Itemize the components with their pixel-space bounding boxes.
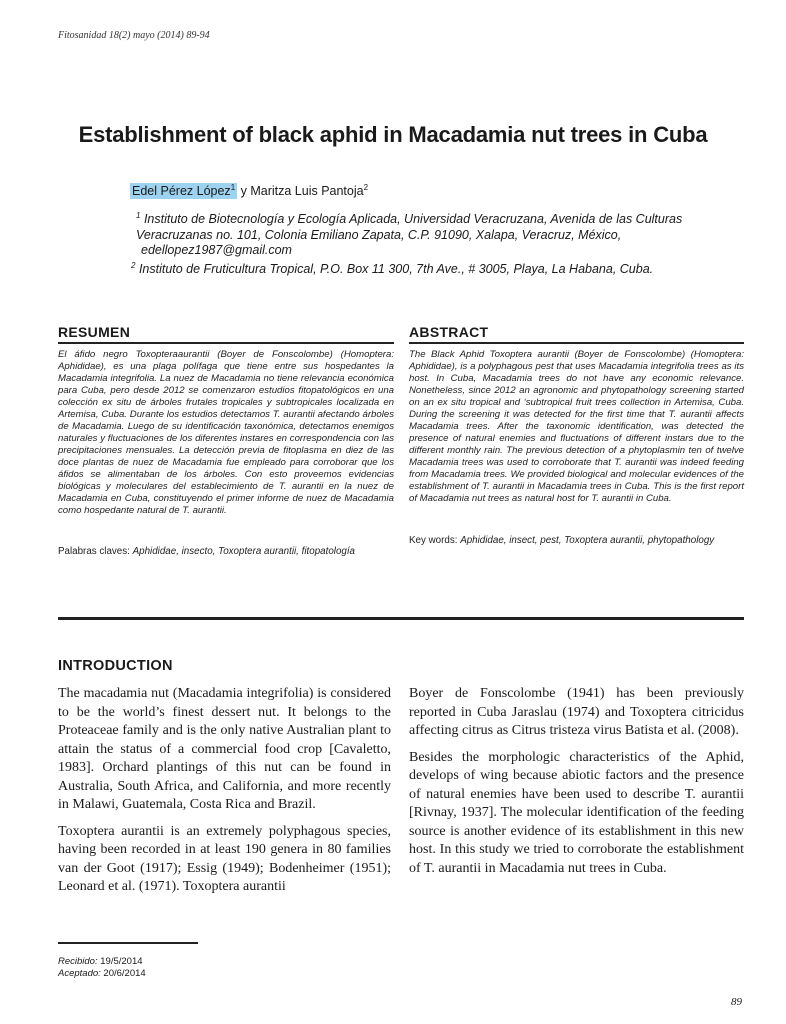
first-author-sup: 1 (230, 183, 236, 192)
second-author: y Maritza Luis Pantoja (237, 184, 364, 199)
author-line (130, 183, 368, 198)
affiliation-2-sup: 2 (131, 261, 136, 270)
affiliation-2-text: Instituto de Fruticultura Tropical, P.O. Box 11 300, 7th Ave., # 3005, Playa, La Habana, Cuba. (138, 262, 654, 277)
resumen-keywords-values: Aphididae, insecto, Toxoptera aurantii, fitopatología (132, 546, 356, 557)
affiliation-email[interactable]: edellopez1987@gmail.com (141, 243, 292, 258)
received-label: Recibido: (58, 956, 101, 967)
abstract-keywords-values: Aphididae, insect, pest, Toxoptera aurantii, phytopathology (460, 535, 715, 546)
introduction-heading: INTRODUCTION (58, 658, 173, 674)
affiliation-1-text: Instituto de Biotecnología y Ecología Aplicada, Universidad Veracruzana, Avenida de las Culturas (143, 212, 683, 227)
received-date (58, 956, 146, 968)
abstract-text: The Black Aphid Toxoptera aurantii (Boyer de Fonscolombe) (Homoptera: Aphididae), is a polyphagous pest that uses Macadamia integrifolia trees as its host. In Cuba, Macadamia trees do not have any economic relevance. Nonetheless, since 2012 an agronomic and phytopathology screening started on an ex situ tropical and ‘subtropical fruit trees collection in Artemisa, Cuba. During the screening it was detected for the first time that T. aurantii affects Macadamia trees. After the taxonomic identification, was detected the presence of natural enemies and fluctuations of different instars due to the different monthly rain. The previous detection of a phytoplasmin ten of twelve Macadamia trees was used to corroborate that T. aurantii was indeed feeding from Macadamia trees. We provided biological and molecular evidences of the establishment of T. aurantii in Macadamia trees in Cuba. This is the first report of Macadamia nut trees as natural host for T. aurantii in Cuba. (409, 349, 744, 504)
dates-footnote (58, 956, 146, 979)
accepted-date (58, 968, 146, 980)
affiliation-1-line1 (131, 208, 741, 228)
page-number: 89 (731, 996, 742, 1008)
second-author-sup: 2 (363, 183, 369, 192)
section-divider (58, 617, 744, 620)
affiliation-1 (131, 208, 741, 259)
accepted-value: 20/6/2014 (103, 967, 146, 979)
first-author: Edel Pérez López (132, 184, 231, 199)
resumen-text: El áfido negro Toxopteraaurantii (Boyer de Fonscolombe) (Homoptera: Aphididae), es una plaga polífaga que tiene entre sus hospedantes la Macadamia integrifolia. La nuez de Macadamia no tiene relevancia económica para Cuba, pero desde 2012 se comenzaron estudios fitopatológicos en una colección ex situ de árboles frutales tropicales y subtropicales localizada en Artemisa, Cuba. Durante los estudios detectamos T. aurantii afectando árboles de Macadamia. Luego de su identificación taxonómica, detectamos enemigos naturales y fluctuaciones de los diferentes instares en correspondencia con las precipitaciones mensuales. La detección previa de fitoplasma en diez de las doce plantas de nuez de Macadamia fue empleado para corroborar que los áfidos se alimentaban de los árboles. Con esto proveemos evidencias biológicas y moleculares del establecimiento de T. aurantii en la nuez de Macadamia en Cuba, constituyendo el primer informe de nuez de Macadamia como hospedante natural de T. aurantii. (58, 349, 394, 516)
resumen-rule (58, 342, 394, 344)
article-title: Establishment of black aphid in Macadamia nut trees in Cuba (78, 122, 708, 147)
abstract-rule (409, 342, 744, 344)
intro-paragraph-4: Besides the morphologic characteristics of the Aphid, develops of wing because abiotic factors and the presence of natural enemies have been used to describe T. aurantii [Rivnay, 1937]. The molecular identification of the feeding source is another evidence of its establishment in this new host. In this study we tried to corroborate the establishment of T. aurantii in Macadamia nut trees in Cuba. (409, 749, 744, 876)
intro-paragraph-1: The macadamia nut (Macadamia integrifolia) is considered to be the world’s finest dessert nut. It belongs to the Proteaceae family and is the only native Australian plant to attain the status of a commercial food crop [Cavaletto, 1983]. Orchard plantings of this nut can be found in Australia, South Africa, and California, and more recently in Malawi, Guatemala, Costa Rica and Brazil. (58, 686, 391, 812)
author-highlight[interactable] (130, 183, 237, 199)
abstract-heading: ABSTRACT (409, 324, 489, 340)
affiliation-1-line2: Veracruzanas no. 101, Colonia Emiliano Zapata, C.P. 91090, Xalapa, Veracruz, México, (136, 227, 622, 242)
intro-right-column (409, 685, 744, 886)
intro-paragraph-3: Boyer de Fonscolombe (1941) has been previously reported in Cuba Jaraslau (1974) and Toxoptera citricidus affecting citrus as Citrus tristeza virus Batista et al. (2008). (409, 686, 744, 738)
affiliation-2 (131, 258, 741, 278)
footnote-rule (58, 942, 198, 944)
affiliation-1-sup: 1 (136, 211, 141, 220)
resumen-heading: RESUMEN (58, 324, 131, 340)
intro-left-column (58, 685, 391, 905)
intro-paragraph-2: Toxoptera aurantii is an extremely polyphagous species, having been recorded in at least 190 genera in 80 families van der Goot (1917); Essig (1949); Bodenheimer (1951); Leonard et al. (1971). Toxoptera aurantii (58, 823, 391, 894)
received-value: 19/5/2014 (100, 956, 143, 967)
resumen-keywords (58, 546, 394, 557)
resumen-keywords-label: Palabras claves: (58, 546, 133, 557)
accepted-label: Aceptado: (58, 967, 104, 979)
journal-citation: Fitosanidad 18(2) mayo (2014) 89-94 (58, 30, 210, 41)
abstract-keywords (409, 535, 744, 546)
abstract-keywords-label: Key words: (409, 535, 461, 546)
